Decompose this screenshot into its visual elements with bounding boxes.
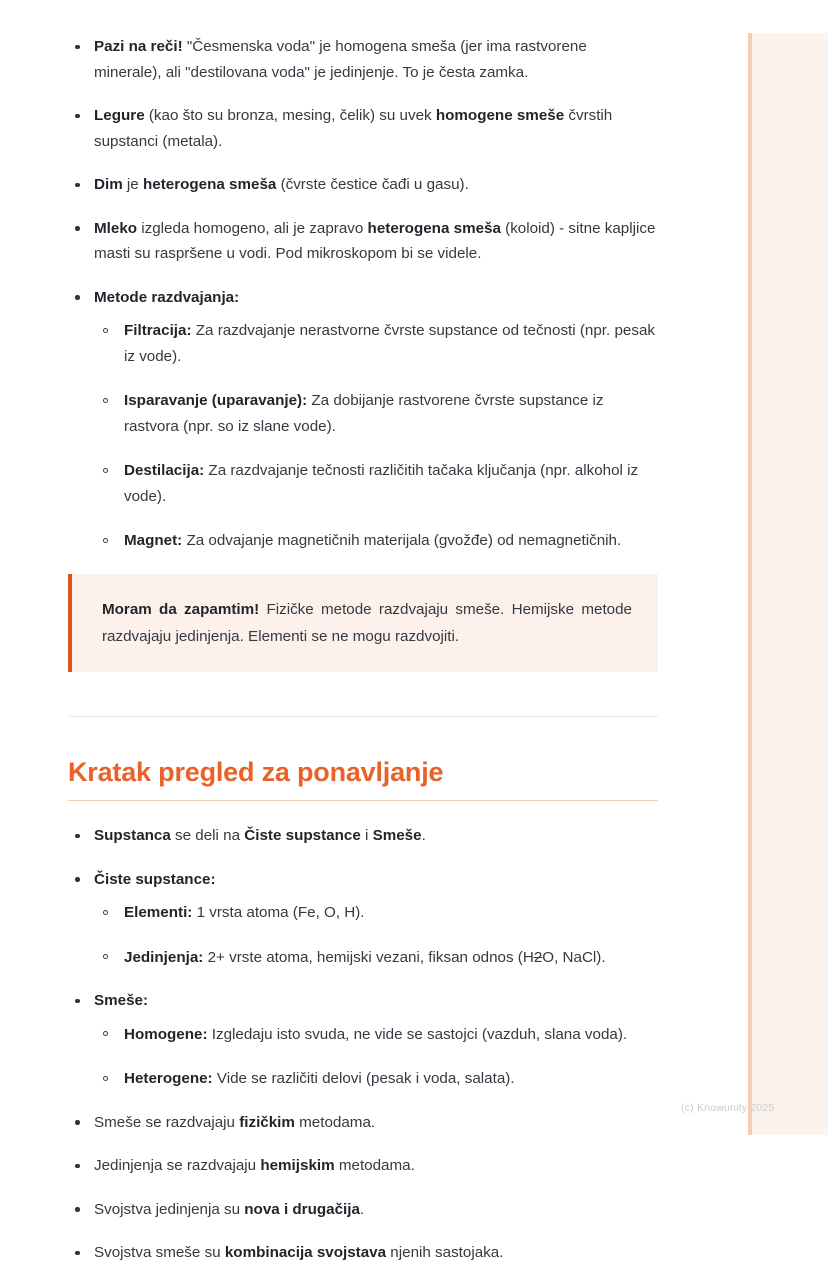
list-item-text: "Česmenska voda" je homogena smeša (jer ima rastvorene minerale), ali "destilovana voda" je jedinjenje. To je česta zamka. [94,38,587,81]
term-description-tail: O, NaCl). [542,948,606,966]
title-underline-rule [68,800,658,802]
list-item-text: Smeše se razdvajaju [94,1113,240,1131]
list-item-emphasis: kombinacija svojstava [224,1244,387,1261]
section-divider [68,716,658,717]
term-description: Vide se različiti delovi (pesak i voda, salata). [212,1070,515,1087]
list-item [68,1153,658,1179]
callout-body: Fizičke metode razdvajaju smeše. Hemijske metode razdvajaju jedinjenja. Elementi se ne mogu razdvojiti. [102,600,632,645]
list-item-text: Jedinjenja se razdvajaju [94,1157,261,1174]
term-label: Heterogene: [124,1070,213,1087]
list-item [94,1022,658,1048]
list-item-text-tail: . [421,827,426,844]
list-item-emphasis: heterogena smeša [142,176,277,193]
list-item-emphasis: nova i drugačija [244,1200,360,1218]
subscript-digit: 2 [533,948,543,966]
group-heading: Čiste supstance: [94,870,216,888]
page-title: Kratak pregled za ponavljanje [68,756,444,787]
list-item-mixtures [68,988,658,1092]
list-item [68,1240,658,1266]
list-item-text-tail: (čvrste čestice čađi u gasu). [276,176,469,193]
list-item [94,900,658,926]
list-item-lead: Pazi na reči! [94,38,183,55]
list-item [94,945,658,971]
term-description: 2+ vrste atoma, hemijski vezani, fiksan odnos (H [203,948,534,966]
list-item-pure-substances [68,867,658,971]
list-item-text: izgleda homogeno, ali je zapravo [137,219,368,237]
list-item-text-tail: čvrstih supstanci (metala). [94,107,613,150]
top-bullet-list [68,34,658,554]
list-item [94,528,658,554]
list-item [94,318,658,369]
list-item-text: se deli na [170,827,245,844]
term-label: Destilacija: [124,462,205,479]
term-description: Za odvajanje magnetičnih materijala (gvožđe) od nemagnetičnih. [182,532,622,549]
list-item [94,388,658,439]
list-item [68,34,658,85]
list-item-emphasis: heterogena smeša [367,219,501,237]
list-item-text-tail: metodama. [294,1113,376,1131]
list-item [94,458,658,509]
list-item [68,103,658,154]
pure-substances-sublist [94,900,658,970]
list-item-lead: Mleko [94,219,138,237]
term-description: Izgledaju isto svuda, ne vide se sastojci (vazduh, slana voda). [207,1025,628,1043]
list-item-lead: Dim [94,176,123,193]
callout-lead: Moram da zapamtim! [102,600,260,618]
list-item [68,1197,658,1223]
summary-block [68,823,658,1266]
term-description: Za razdvajanje tečnosti različitih tačaka ključanja (npr. alkohol iz vode). [124,462,639,505]
remember-callout [68,574,658,672]
mixtures-sublist [94,1022,658,1092]
list-item-emphasis-2: Smeše [372,827,422,844]
list-item-text-tail: . [359,1200,365,1218]
term-label: Magnet: [124,532,183,549]
methods-heading: Metode razdvajanja: [94,288,240,306]
list-item-text: (kao što su bronza, mesing, čelik) su uvek [144,107,436,124]
list-item-emphasis: fizičkim [239,1113,295,1131]
list-item-text: Svojstva smeše su [94,1244,225,1261]
list-item-emphasis: homogene smeše [435,107,565,124]
list-item-text-tail: metodama. [334,1157,415,1174]
group-heading: Smeše: [94,992,149,1009]
list-item-methods [68,285,658,554]
term-label: Jedinjenja: [124,948,204,966]
term-description: Za razdvajanje nerastvorne čvrste supstance od tečnosti (npr. pesak iz vode). [124,322,655,365]
list-item-text: Svojstva jedinjenja su [94,1200,245,1218]
list-item-text-tail: njenih sastojaka. [386,1244,504,1261]
term-label: Elementi: [124,904,193,921]
list-item-emphasis: hemijskim [260,1157,335,1174]
list-item-emphasis: Čiste supstance [244,827,361,844]
list-item [94,1066,658,1092]
list-item [68,216,658,267]
list-item-lead: Legure [94,107,145,124]
term-label: Isparavanje (uparavanje): [124,392,308,409]
methods-sublist [94,318,658,554]
term-description: 1 vrsta atoma (Fe, O, H). [192,904,365,921]
list-item [68,1110,658,1136]
term-description: Za dobijanje rastvorene čvrste supstance iz rastvora (npr. so iz slane vode). [124,392,604,435]
list-item-lead: Supstanca [94,827,171,844]
copyright-watermark: (c) Knowunity 2025 [681,1102,775,1114]
list-item-text: je [122,176,143,193]
term-label: Homogene: [124,1025,208,1043]
term-label: Filtracija: [124,322,192,339]
list-item [68,172,658,198]
list-item-text-tail: (koloid) - sitne kapljice masti su raspršene u vodi. Pod mikroskopom bi se videle. [94,219,656,262]
summary-bullet-list [68,823,658,1266]
list-item-text-mid: i [360,827,373,844]
list-item [68,823,658,849]
